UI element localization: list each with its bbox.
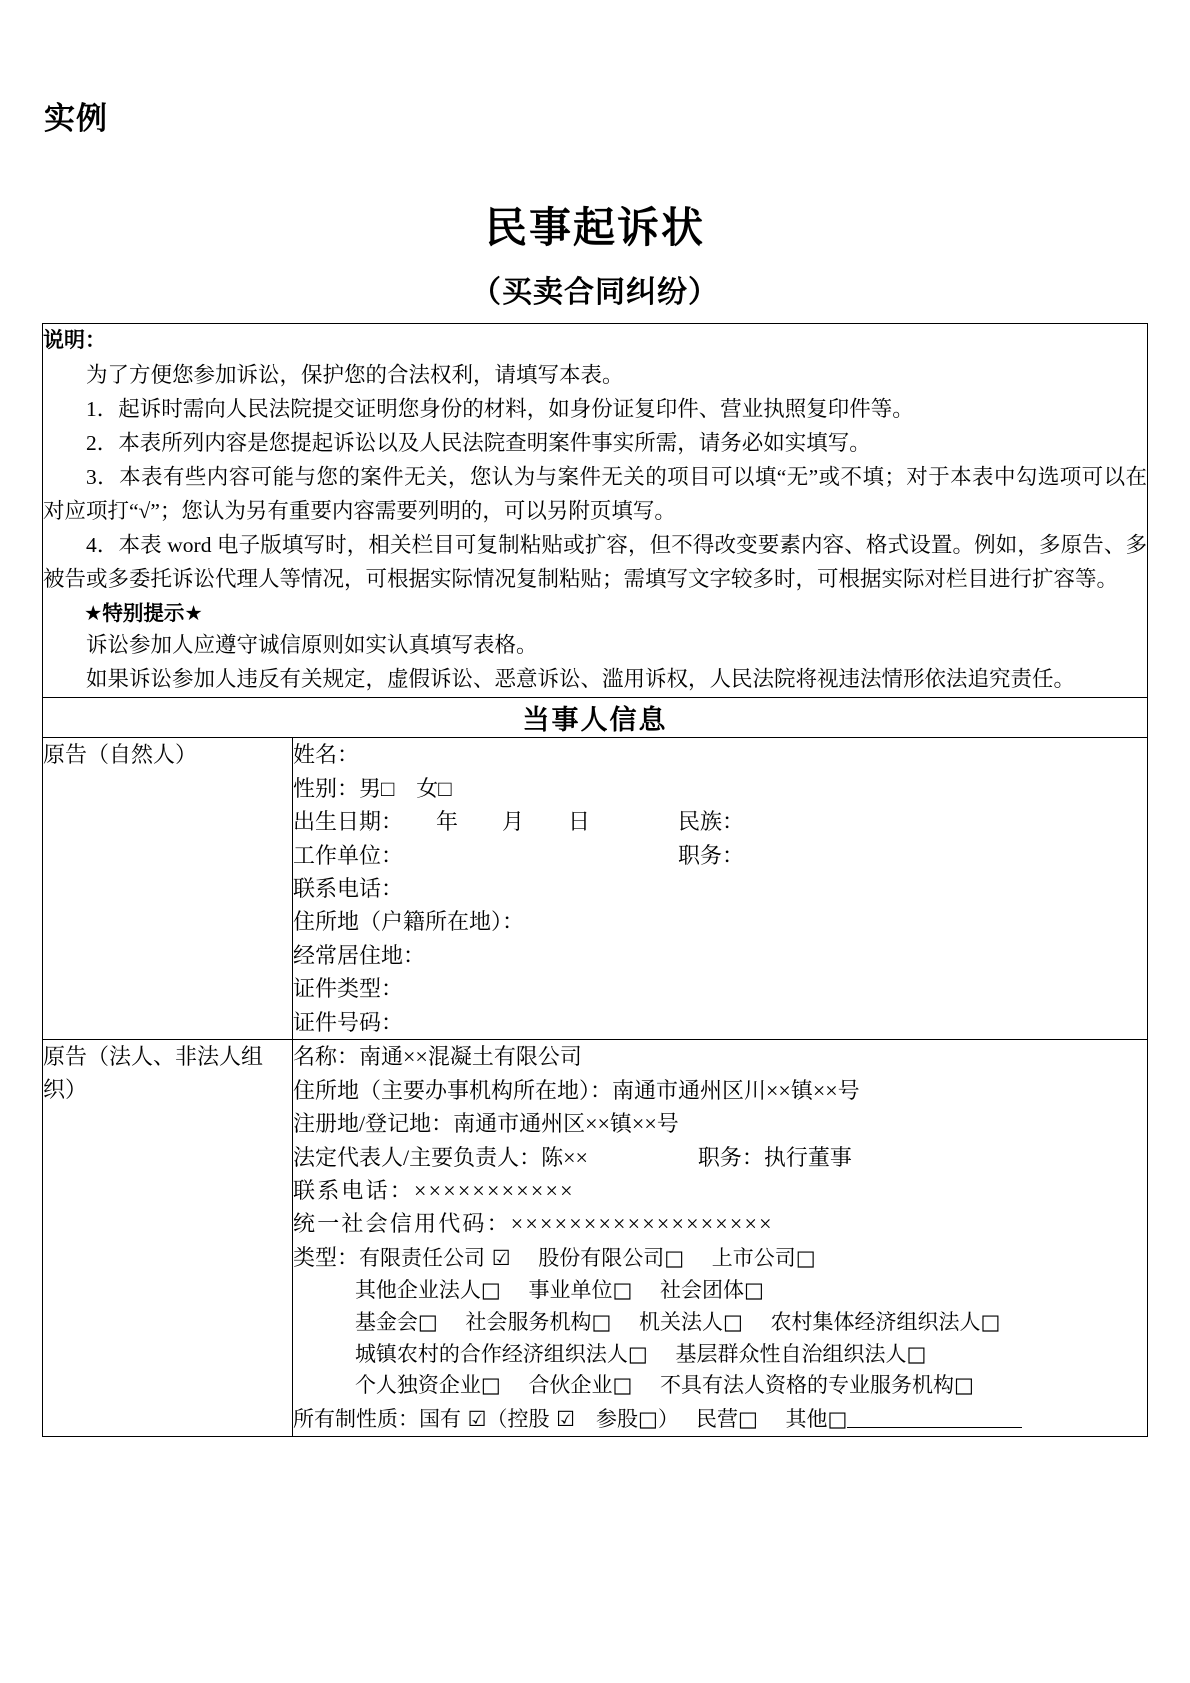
instructions-paragraph-3: 3．本表有些内容可能与您的案件无关，您认为与案件无关的项目可以填“无”或不填；对于本表中勾选项可以在对应项打“√”；您认为另有重要内容需要列明的，可以另附页填写。 bbox=[43, 465, 1148, 524]
field-entity-registered-address[interactable]: 注册地/登记地：南通市通州区××镇××号 bbox=[293, 1111, 679, 1137]
entity-type-option-row-3[interactable]: 城镇农村的合作经济组织法人□ 基层群众性自治组织法人□ bbox=[354, 1341, 927, 1366]
party-info-banner: 当事人信息 bbox=[43, 698, 1148, 738]
field-unified-credit-code[interactable]: 统一社会信用代码：×××××××××××××××××× bbox=[293, 1211, 774, 1237]
entity-type-option-row-0[interactable]: 有限责任公司 ☑ 股份有限公司□ 上市公司□ bbox=[359, 1245, 816, 1270]
special-tip-line-0: 诉讼参加人应遵守诚信原则如实认真填写表格。 bbox=[86, 633, 538, 658]
special-tip-line-1: 如果诉讼参加人违反有关规定，虚假诉讼、恶意诉讼、滥用诉权，人民法院将视违法情形依法追究责任。 bbox=[86, 667, 1076, 692]
instructions-row bbox=[43, 324, 1148, 698]
entity-type-option-row-4[interactable]: 个人独资企业□ 合伙企业□ 不具有法人资格的专业服务机构□ bbox=[354, 1373, 974, 1398]
party-banner-row bbox=[43, 698, 1148, 738]
field-phone[interactable]: 联系电话： bbox=[293, 876, 404, 902]
entity-type-label: 类型： bbox=[293, 1244, 360, 1270]
plaintiff-natural-person-label: 原告（自然人） bbox=[43, 738, 293, 1040]
instructions-paragraph-0: 为了方便您参加诉讼，保护您的合法权利，请填写本表。 bbox=[86, 363, 624, 388]
instructions-paragraph-4: 4．本表 word 电子版填写时，相关栏目可复制粘贴或扩容，但不得改变要素内容、格式设置。例如，多原告、多被告或多委托诉讼代理人等情况，可根据实际情况复制粘贴；需填写文字较多时，可根据实际对栏目进行扩容等。 bbox=[43, 533, 1148, 591]
field-name[interactable]: 姓名： bbox=[293, 742, 360, 768]
complaint-form-table bbox=[42, 323, 1148, 1437]
field-entity-phone[interactable]: 联系电话：××××××××××× bbox=[293, 1177, 575, 1203]
plaintiff-legal-person-row bbox=[43, 1040, 1148, 1437]
plaintiff-legal-person-label: 原告（法人、非法人组织） bbox=[43, 1040, 293, 1437]
plaintiff-natural-person-row bbox=[43, 738, 1148, 1040]
special-tip-marker: ★特别提示★ bbox=[84, 600, 203, 625]
field-id-type[interactable]: 证件类型： bbox=[293, 976, 404, 1002]
ownership-options[interactable]: 所有制性质：国有 ☑（控股 ☑ 参股□） 民营□ 其他□ bbox=[293, 1407, 848, 1432]
instructions-paragraph-2: 2．本表所列内容是您提起诉讼以及人民法院查明案件事实所需，请务必如实填写。 bbox=[86, 431, 871, 456]
field-entity-name[interactable]: 名称：南通××混凝土有限公司 bbox=[293, 1044, 582, 1070]
field-entity-type[interactable] bbox=[293, 1241, 1147, 1275]
field-gender[interactable]: 性别：男□ 女□ bbox=[293, 775, 452, 801]
instructions-title: 说明： bbox=[43, 328, 106, 352]
instructions-cell bbox=[43, 324, 1148, 698]
entity-type-option-row-1[interactable]: 其他企业法人□ 事业单位□ 社会团体□ bbox=[354, 1277, 764, 1302]
plaintiff-legal-person-fields bbox=[293, 1040, 1148, 1437]
field-employer-position[interactable]: 工作单位： 职务： bbox=[293, 842, 745, 868]
plaintiff-natural-person-fields bbox=[293, 738, 1148, 1040]
field-entity-address[interactable]: 住所地（主要办事机构所在地）：南通市通州区川××镇××号 bbox=[293, 1077, 860, 1103]
field-birthdate-ethnicity[interactable]: 出生日期： 年 月 日 民族： bbox=[293, 809, 745, 835]
document-title: 民事起诉状 bbox=[484, 203, 705, 252]
instructions-paragraph-1: 1．起诉时需向人民法院提交证明您身份的材料，如身份证复印件、营业执照复印件等。 bbox=[86, 397, 914, 422]
field-habitual-residence[interactable]: 经常居住地： bbox=[293, 942, 426, 968]
field-domicile[interactable]: 住所地（户籍所在地）： bbox=[293, 909, 525, 935]
document-subtitle: （买卖合同纠纷） bbox=[471, 275, 719, 310]
ownership-other-blank[interactable] bbox=[847, 1406, 1022, 1428]
field-id-number[interactable]: 证件号码： bbox=[293, 1009, 404, 1035]
entity-type-option-row-2[interactable]: 基金会□ 社会服务机构□ 机关法人□ 农村集体经济组织法人□ bbox=[354, 1309, 1001, 1334]
field-ownership-nature[interactable] bbox=[293, 1402, 1147, 1436]
field-legal-representative[interactable]: 法定代表人/主要负责人：陈×× 职务：执行董事 bbox=[293, 1144, 852, 1170]
example-label: 实例 bbox=[44, 101, 108, 137]
